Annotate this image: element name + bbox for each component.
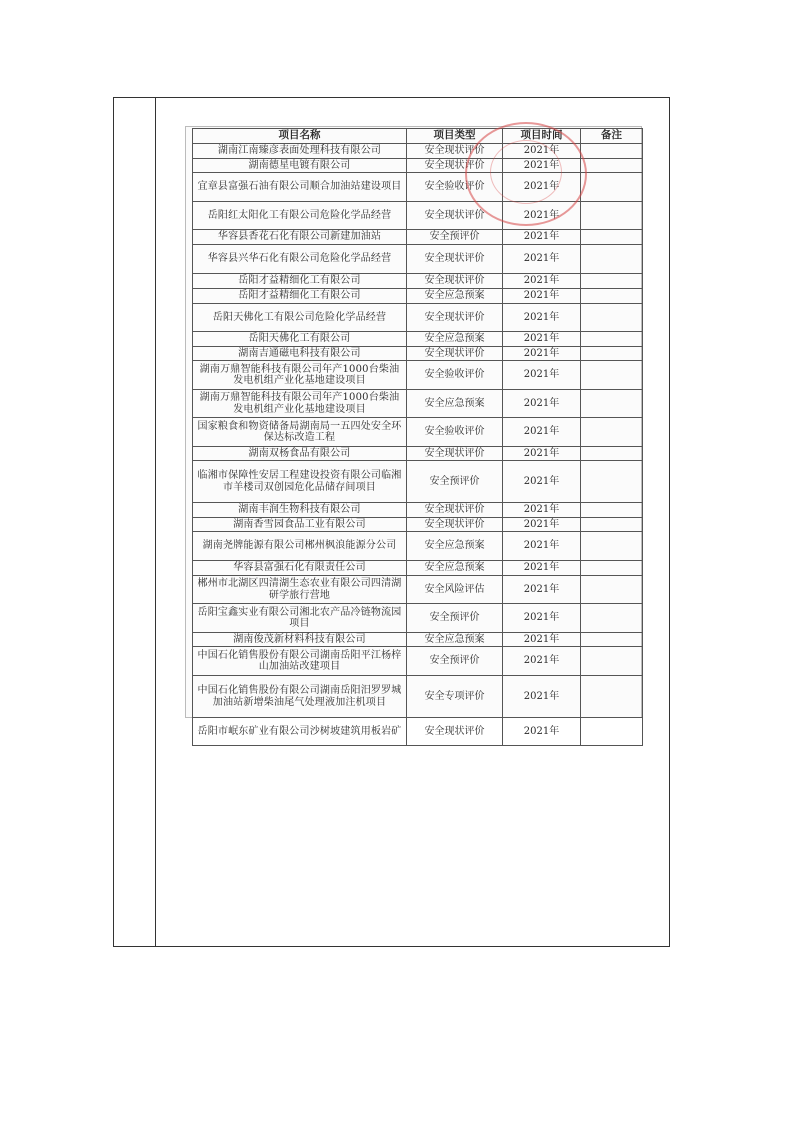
project-type-cell: 安全现状评价 xyxy=(407,447,503,461)
project-type-cell: 安全现状评价 xyxy=(407,159,503,173)
project-name-cell: 湖南丰润生物科技有限公司 xyxy=(193,503,407,518)
remarks-cell xyxy=(581,347,643,361)
table-row xyxy=(193,289,643,304)
project-name-cell: 湖南德星电镀有限公司 xyxy=(193,159,407,173)
project-time-cell: 2021年 xyxy=(503,347,581,361)
project-type-cell: 安全预评价 xyxy=(407,604,503,633)
remarks-cell xyxy=(581,173,643,202)
table-row xyxy=(193,647,643,676)
remarks-cell xyxy=(581,503,643,518)
remarks-cell xyxy=(581,390,643,418)
remarks-cell xyxy=(581,576,643,604)
remarks-cell xyxy=(581,361,643,390)
project-time-cell: 2021年 xyxy=(503,159,581,173)
project-type-cell: 安全预评价 xyxy=(407,647,503,676)
project-time-cell: 2021年 xyxy=(503,289,581,304)
project-type-cell: 安全现状评价 xyxy=(407,503,503,518)
table-row xyxy=(193,461,643,503)
table-row xyxy=(193,173,643,202)
project-time-cell: 2021年 xyxy=(503,274,581,289)
project-type-cell: 安全验收评价 xyxy=(407,361,503,390)
project-time-cell: 2021年 xyxy=(503,633,581,647)
remarks-cell xyxy=(581,518,643,532)
header-remarks: 备注 xyxy=(581,129,643,144)
remarks-cell xyxy=(581,676,643,718)
project-type-cell: 安全预评价 xyxy=(407,461,503,503)
project-type-cell: 安全现状评价 xyxy=(407,245,503,274)
project-type-cell: 安全验收评价 xyxy=(407,173,503,202)
project-time-cell: 2021年 xyxy=(503,144,581,159)
project-name-cell: 湖南吉通磁电科技有限公司 xyxy=(193,347,407,361)
project-type-cell: 安全现状评价 xyxy=(407,518,503,532)
remarks-cell xyxy=(581,461,643,503)
project-name-cell: 岳阳才益精细化工有限公司 xyxy=(193,274,407,289)
project-type-cell: 安全现状评价 xyxy=(407,274,503,289)
project-time-cell: 2021年 xyxy=(503,561,581,576)
remarks-cell xyxy=(581,159,643,173)
table-header-row xyxy=(193,129,643,144)
project-name-cell: 岳阳天佛化工有限公司 xyxy=(193,332,407,347)
table-row xyxy=(193,245,643,274)
remarks-cell xyxy=(581,633,643,647)
project-type-cell: 安全现状评价 xyxy=(407,718,503,746)
project-name-cell: 郴州市北湖区四清湖生态农业有限公司四清湖研学旅行营地 xyxy=(193,576,407,604)
table-row xyxy=(193,159,643,173)
project-type-cell: 安全现状评价 xyxy=(407,347,503,361)
project-name-cell: 华容县兴华石化有限公司危险化学品经营 xyxy=(193,245,407,274)
project-type-cell: 安全应急预案 xyxy=(407,390,503,418)
project-type-cell: 安全现状评价 xyxy=(407,144,503,159)
remarks-cell xyxy=(581,647,643,676)
table-row xyxy=(193,447,643,461)
project-name-cell: 湖南江南臻彦表面处理科技有限公司 xyxy=(193,144,407,159)
remarks-cell xyxy=(581,230,643,245)
table-row xyxy=(193,144,643,159)
remarks-cell xyxy=(581,245,643,274)
project-time-cell: 2021年 xyxy=(503,418,581,447)
table-row xyxy=(193,561,643,576)
table-row xyxy=(193,361,643,390)
project-time-cell: 2021年 xyxy=(503,532,581,561)
remarks-cell xyxy=(581,144,643,159)
project-name-cell: 湖南香雪园食品工业有限公司 xyxy=(193,518,407,532)
table-row xyxy=(193,274,643,289)
project-name-cell: 中国石化销售股份有限公司湖南岳阳汨罗罗城加油站新增柴油尾气处理液加注机项目 xyxy=(193,676,407,718)
project-name-cell: 岳阳天佛化工有限公司危险化学品经营 xyxy=(193,304,407,332)
project-name-cell: 湖南万鼎智能科技有限公司年产1000台柴油发电机组产业化基地建设项目 xyxy=(193,361,407,390)
remarks-cell xyxy=(581,418,643,447)
table-row xyxy=(193,202,643,230)
project-name-cell: 岳阳才益精细化工有限公司 xyxy=(193,289,407,304)
remarks-cell xyxy=(581,532,643,561)
remarks-cell xyxy=(581,332,643,347)
project-type-cell: 安全应急预案 xyxy=(407,561,503,576)
table-row xyxy=(193,418,643,447)
table-row xyxy=(193,532,643,561)
remarks-cell xyxy=(581,561,643,576)
project-time-cell: 2021年 xyxy=(503,604,581,633)
project-type-cell: 安全验收评价 xyxy=(407,418,503,447)
project-time-cell: 2021年 xyxy=(503,461,581,503)
project-name-cell: 岳阳宝鑫实业有限公司湘北农产品冷链物流园项目 xyxy=(193,604,407,633)
project-name-cell: 湖南万鼎智能科技有限公司年产1000台柴油发电机组产业化基地建设项目 xyxy=(193,390,407,418)
project-name-cell: 岳阳市岷东矿业有限公司沙树坡建筑用板岩矿 xyxy=(193,718,407,746)
table-row xyxy=(193,604,643,633)
remarks-cell xyxy=(581,289,643,304)
remarks-cell xyxy=(581,274,643,289)
project-time-cell: 2021年 xyxy=(503,503,581,518)
project-time-cell: 2021年 xyxy=(503,718,581,746)
table-row xyxy=(193,347,643,361)
project-name-cell: 湖南尧牌能源有限公司郴州枫浪能源分公司 xyxy=(193,532,407,561)
project-time-cell: 2021年 xyxy=(503,202,581,230)
project-time-cell: 2021年 xyxy=(503,245,581,274)
project-time-cell: 2021年 xyxy=(503,447,581,461)
project-name-cell: 湖南双杨食品有限公司 xyxy=(193,447,407,461)
table-row xyxy=(193,390,643,418)
remarks-cell xyxy=(581,604,643,633)
table-row xyxy=(193,576,643,604)
project-time-cell: 2021年 xyxy=(503,304,581,332)
remarks-cell xyxy=(581,304,643,332)
project-name-cell: 国家粮食和物资储备局湖南局一五四处安全环保达标改造工程 xyxy=(193,418,407,447)
project-name-cell: 宜章县富强石油有限公司顺合加油站建设项目 xyxy=(193,173,407,202)
project-time-cell: 2021年 xyxy=(503,647,581,676)
project-type-cell: 安全预评价 xyxy=(407,230,503,245)
header-project-type: 项目类型 xyxy=(407,129,503,144)
table-row xyxy=(193,230,643,245)
table-row xyxy=(193,518,643,532)
header-project-time: 项目时间 xyxy=(503,129,581,144)
table-row xyxy=(193,718,643,746)
project-time-cell: 2021年 xyxy=(503,361,581,390)
remarks-cell xyxy=(581,447,643,461)
project-type-cell: 安全专项评价 xyxy=(407,676,503,718)
table-row xyxy=(193,304,643,332)
project-type-cell: 安全风险评估 xyxy=(407,576,503,604)
project-time-cell: 2021年 xyxy=(503,332,581,347)
project-time-cell: 2021年 xyxy=(503,390,581,418)
project-type-cell: 安全应急预案 xyxy=(407,289,503,304)
project-name-cell: 中国石化销售股份有限公司湖南岳阳平江杨梓山加油站改建项目 xyxy=(193,647,407,676)
project-type-cell: 安全应急预案 xyxy=(407,332,503,347)
project-time-cell: 2021年 xyxy=(503,518,581,532)
project-time-cell: 2021年 xyxy=(503,173,581,202)
project-type-cell: 安全应急预案 xyxy=(407,532,503,561)
project-time-cell: 2021年 xyxy=(503,576,581,604)
table-row xyxy=(193,332,643,347)
left-column-divider xyxy=(155,97,156,947)
project-type-cell: 安全应急预案 xyxy=(407,633,503,647)
table-row xyxy=(193,633,643,647)
table-row xyxy=(193,503,643,518)
table-body xyxy=(193,144,643,746)
table-row xyxy=(193,676,643,718)
project-name-cell: 湖南俊茂新材料科技有限公司 xyxy=(193,633,407,647)
header-project-name: 项目名称 xyxy=(193,129,407,144)
project-type-cell: 安全现状评价 xyxy=(407,304,503,332)
project-time-cell: 2021年 xyxy=(503,676,581,718)
project-time-cell: 2021年 xyxy=(503,230,581,245)
project-table xyxy=(192,128,643,746)
project-name-cell: 岳阳红太阳化工有限公司危险化学品经营 xyxy=(193,202,407,230)
project-name-cell: 临湘市保障性安居工程建设投资有限公司临湘市羊楼司双创园危化品储存间项目 xyxy=(193,461,407,503)
remarks-cell xyxy=(581,202,643,230)
project-name-cell: 华容县香花石化有限公司新建加油站 xyxy=(193,230,407,245)
remarks-cell xyxy=(581,718,643,746)
project-name-cell: 华容县富强石化有限责任公司 xyxy=(193,561,407,576)
project-type-cell: 安全现状评价 xyxy=(407,202,503,230)
